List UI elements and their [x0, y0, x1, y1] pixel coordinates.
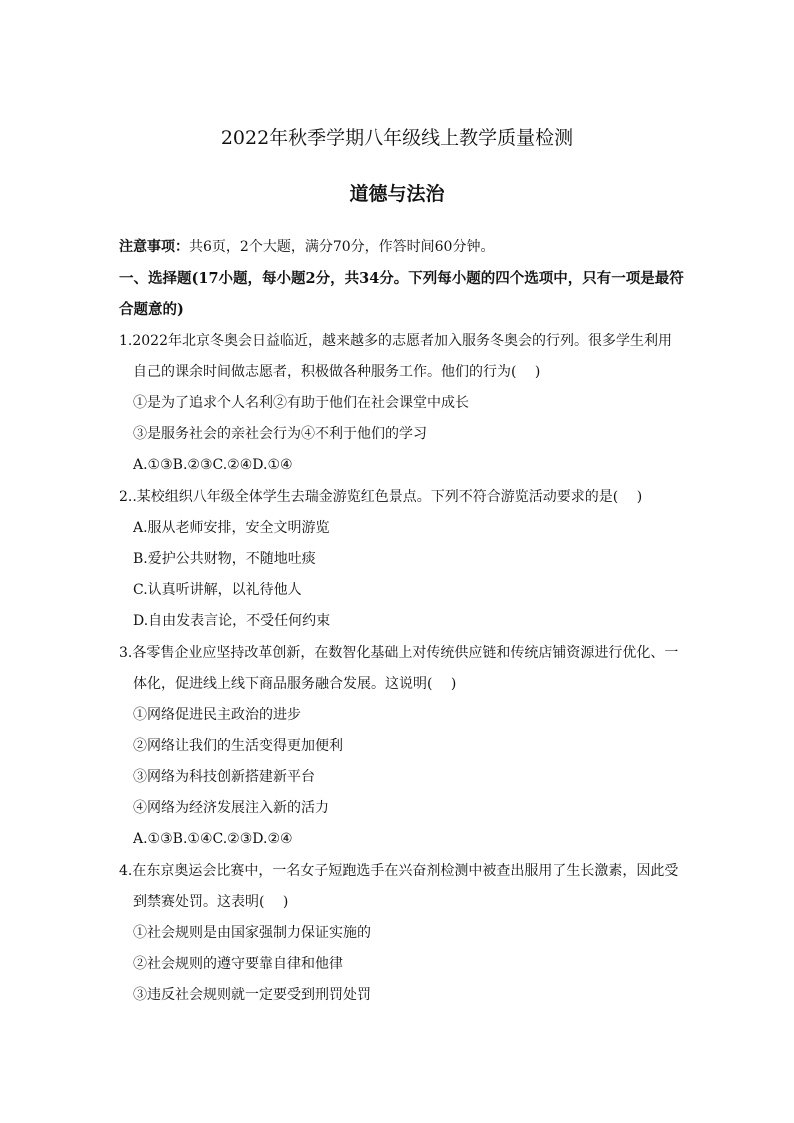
question-options: A.①③B.②③C.②④D.①④ [133, 457, 293, 473]
question-stem-cont: 到禁赛处罚。这表明( ) [133, 894, 289, 910]
question-stem-cont: 自己的课余时间做志愿者，积极做各种服务工作。他们的行为( ) [133, 364, 541, 380]
question-statement: ②网络让我们的生活变得更加便利 [133, 738, 343, 754]
question-options: A.①③B.①④C.②③D.②④ [133, 831, 293, 847]
question-option: B.爱护公共财物，不随地吐痰 [133, 551, 316, 567]
question-statement: ①是为了追求个人名利②有助于他们在社会课堂中成长 [133, 395, 469, 411]
question-stem: 1.2022年北京冬奥会日益临近，越来越多的志愿者加入服务冬奥会的行列。很多学生利用 [119, 333, 672, 349]
notice-line [119, 238, 494, 256]
question-stem: 3.各零售企业应坚持改革创新，在数智化基础上对传统供应链和传统店铺资源进行优化、一 [119, 645, 679, 661]
question-statement: ④网络为经济发展注入新的活力 [133, 800, 329, 816]
notice-label: 注意事项： [119, 239, 189, 255]
question-stem: 2..某校组织八年级全体学生去瑞金游览红色景点。下列不符合游览活动要求的是( ) [119, 489, 643, 505]
section-heading: 一、选择题(17小题，每小题2分，共34分。下列每小题的四个选项中，只有一项是最符 [119, 270, 684, 287]
question-statement: ③网络为科技创新搭建新平台 [133, 769, 315, 785]
question-stem-cont: 体化，促进线上线下商品服务融合发展。这说明( ) [133, 676, 457, 692]
question-statement: ③违反社会规则就一定要受到刑罚处罚 [133, 987, 371, 1003]
notice-text: 共6页，2个大题，满分70分，作答时间60分钟。 [189, 239, 495, 255]
question-statement: ②社会规则的遵守要靠自律和他律 [133, 956, 343, 972]
subject-title: 道德与法治 [349, 183, 445, 205]
question-option: A.服从老师安排，安全文明游览 [133, 520, 330, 536]
question-stem: 4.在东京奥运会比赛中，一名女子短跑选手在兴奋剂检测中被查出服用了生长激素，因此受 [119, 863, 679, 879]
question-option: C.认真听讲解，以礼待他人 [133, 582, 302, 598]
document-title: 2022年秋季学期八年级线上教学质量检测 [220, 127, 574, 149]
question-statement: ①网络促进民主政治的进步 [133, 707, 301, 723]
question-statement: ③是服务社会的亲社会行为④不利于他们的学习 [133, 426, 427, 442]
question-option: D.自由发表言论，不受任何约束 [133, 613, 331, 629]
question-statement: ①社会规则是由国家强制力保证实施的 [133, 925, 371, 941]
section-heading-cont: 合题意的) [119, 301, 184, 318]
